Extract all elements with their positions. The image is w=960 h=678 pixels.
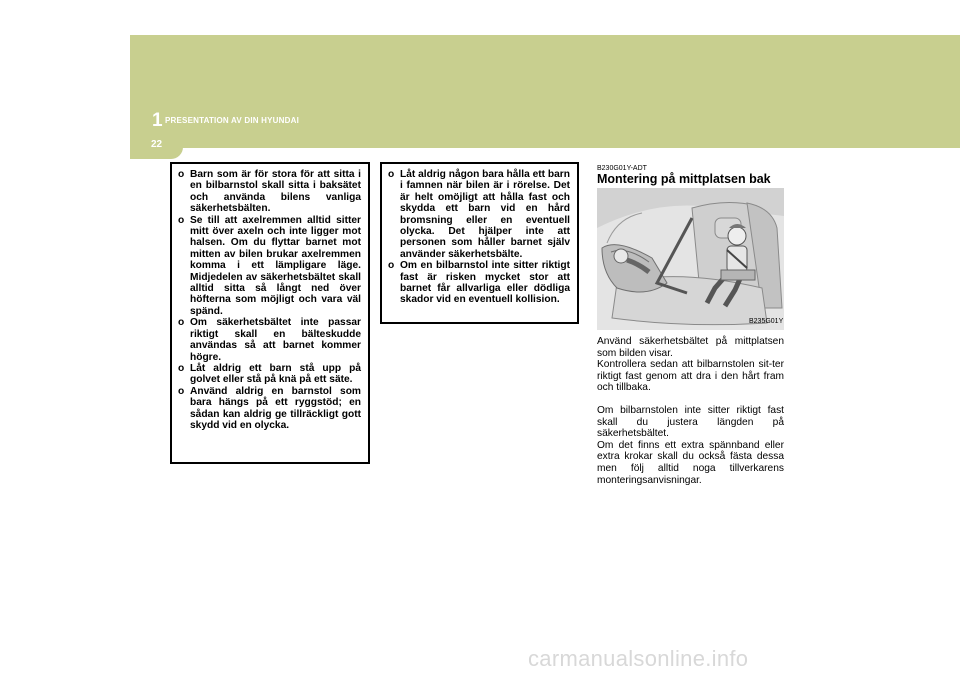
page-number: 22	[151, 139, 163, 150]
warning-box-left	[170, 162, 370, 464]
warning-item: o Använd aldrig en barnstol som bara hängs på ett ryggstöd; en sådan kan aldrig ge tillräckligt gott skydd vid en olycka.	[178, 385, 361, 431]
warning-item: o Låt aldrig ett barn stå upp på golvet eller stå på knä på ett säte.	[178, 362, 361, 386]
section-title: Montering på mittplatsen bak	[597, 172, 771, 186]
body-paragraph: Om bilbarnstolen inte sitter riktigt fast skall du justera längden på säkerhetsbältet.	[597, 404, 784, 440]
watermark: carmanualsonline.info	[528, 646, 749, 671]
body-paragraph: Om det finns ett extra spännband eller extra krokar skall du också fästa dessa men följ alltid noga tillverkarens monteringsanvisningar.	[597, 439, 784, 486]
warning-item: o Låt aldrig någon bara hålla ett barn i famnen när bilen är i rörelse. Det är helt omöjligt att hålla fast och skydda ett barn vid en hård bromsning eller en eventuell olycka. Det hjälper inte att personen som håller barnet själv använder säkerhetsbälte.	[388, 169, 570, 260]
chapter-number: 1	[152, 110, 163, 131]
warning-item: o Om säkerhetsbältet inte passar riktigt skall en bälteskudde användas så att barnet kommer högre.	[178, 317, 361, 363]
warning-box-right	[380, 162, 579, 324]
warning-item: o Om en bilbarnstol inte sitter riktigt fast är risken mycket stor att barnet får allvarliga eller dödliga skador vid en eventuell kollision.	[388, 260, 570, 306]
chapter-title: PRESENTATION AV DIN HYUNDAI	[165, 116, 299, 125]
car-seat-drawing	[597, 188, 784, 330]
header-band	[130, 35, 960, 148]
body-text	[597, 336, 784, 486]
section-code: B230G01Y-ADT	[597, 165, 647, 172]
warning-item: o Se till att axelremmen alltid sitter mitt över axeln och inte ligger mot halsen. Om du flyttar barnet mot mitten av bilen brukar axelremmen komma i ett lämpligare läge. Midjedelen av säkerhetsbältet skall alltid sitta så långt ned över höfterna som möjligt och vara väl spänd.	[178, 214, 361, 317]
body-paragraph: Använd säkerhetsbältet på mittplatsen som bilden visar.	[597, 336, 784, 359]
figure-code: B235G01Y	[749, 318, 784, 325]
warning-item: o Barn som är för stora för att sitta i en bilbarnstol skall sitta i baksätet och använda bilens vanliga säkerhetsbälten.	[178, 169, 361, 215]
body-paragraph: Kontrollera sedan att bilbarnstolen sit-ter riktigt fast genom att dra i den hårt fram och tillbaka.	[597, 359, 784, 394]
car-seat-illustration	[597, 188, 784, 330]
